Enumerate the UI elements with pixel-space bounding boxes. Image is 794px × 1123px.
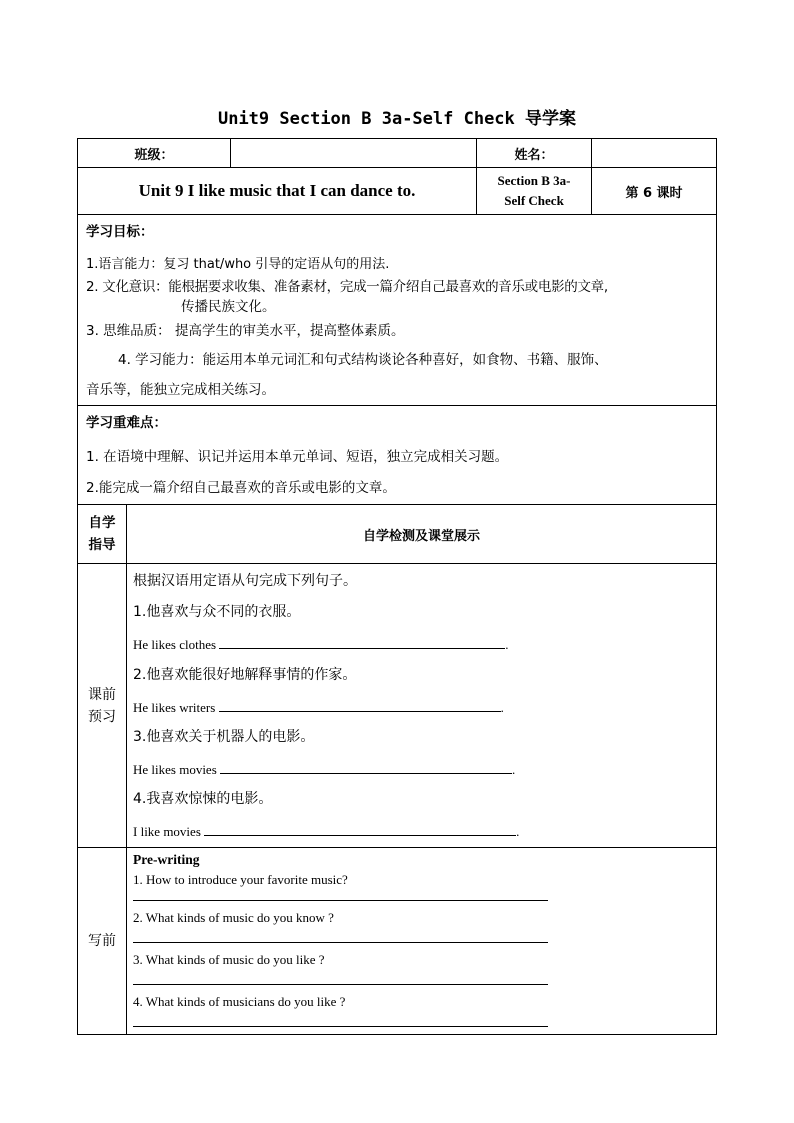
prewriting-question-1: 1. How to introduce your favorite music? <box>133 872 348 887</box>
self-study-side-label <box>78 505 127 564</box>
self-study-side-label-line1: 自学 <box>88 515 116 531</box>
answer-blank-2[interactable] <box>219 697 501 712</box>
document-title-english: Unit9 Section B 3a-Self Check <box>217 109 526 129</box>
prewriting-answer-line-1[interactable] <box>133 887 548 901</box>
end-mark: . <box>505 637 509 652</box>
name-field[interactable] <box>592 139 717 168</box>
prewriting-question-2: 2. What kinds of music do you know ? <box>133 910 334 925</box>
end-mark: . <box>512 762 516 777</box>
preview-side-label <box>78 564 127 848</box>
key-point-item-2: 2.能完成一篇介绍自己最喜欢的音乐或电影的文章。 <box>86 480 396 496</box>
unit-row <box>78 168 717 215</box>
preview-question-2: 2.他喜欢能很好地解释事情的作家。 <box>133 667 357 683</box>
lesson-label: 第 6 课时 <box>592 168 717 215</box>
preview-answer-3-prompt: He likes movies <box>133 762 221 777</box>
answer-blank-1[interactable] <box>219 634 505 649</box>
objective-item-4: 4. 学习能力：能运用本单元词汇和句式结构谈论各种喜好，如食物、书籍、服饰、 <box>118 352 608 368</box>
document-title-chinese: 导学案 <box>525 109 577 129</box>
objective-item-1: 1.语言能力：复习 that/who 引导的定语从句的用法. <box>86 257 390 272</box>
preview-answer-1-prompt: He likes clothes <box>133 637 220 652</box>
preview-question-1: 1.他喜欢与众不同的衣服。 <box>133 604 301 620</box>
section-label <box>477 168 592 215</box>
prewriting-row <box>78 848 717 1035</box>
objectives-heading: 学习目标： <box>86 224 154 240</box>
preview-side-label-line2: 预习 <box>88 708 116 725</box>
objectives-row <box>78 215 717 406</box>
section-text: Section B 3a-Self Check <box>497 173 571 208</box>
key-point-item-1: 1. 在语境中理解、识记并运用本单元单词、短语，独立完成相关习题。 <box>86 449 509 465</box>
preview-side-label-line1: 课前 <box>88 686 116 703</box>
prewriting-question-3: 3. What kinds of music do you like ? <box>133 952 325 967</box>
prewriting-side-label: 写前 <box>78 848 127 1035</box>
prewriting-question-4: 4. What kinds of musicians do you like ? <box>133 994 346 1009</box>
preview-question-3: 3.他喜欢关于机器人的电影。 <box>133 729 315 745</box>
study-guide-table <box>77 138 717 1035</box>
preview-answer-2-prompt: He likes writers <box>133 700 219 715</box>
class-field[interactable] <box>231 139 477 168</box>
end-mark: . <box>516 824 520 839</box>
class-label: 班级： <box>78 139 231 168</box>
end-mark: . <box>500 700 504 715</box>
objective-item-2: 2. 文化意识：能根据要求收集、准备素材，完成一篇介绍自己最喜欢的音乐或电影的文章, <box>86 279 608 295</box>
self-study-heading: 自学检测及课堂展示 <box>127 505 717 564</box>
objective-item-2-continued: 传播民族文化。 <box>181 299 276 315</box>
prewriting-answer-line-2[interactable] <box>133 929 548 943</box>
preview-answer-line-4 <box>133 817 710 847</box>
prewriting-answer-line-3[interactable] <box>133 971 548 985</box>
answer-blank-3[interactable] <box>220 759 512 774</box>
key-points-row <box>78 406 717 505</box>
objective-item-4-continued: 音乐等，能独立完成相关练习。 <box>86 382 275 398</box>
objective-item-3: 3. 思维品质： 提高学生的审美水平，提高整体素质。 <box>86 323 405 339</box>
preview-content <box>127 564 717 848</box>
prewriting-content <box>127 848 717 1035</box>
preview-instruction: 根据汉语用定语从句完成下列句子。 <box>133 573 357 589</box>
unit-title: Unit 9 I like music that I can dance to. <box>78 168 477 215</box>
document-title <box>0 104 794 129</box>
self-study-row <box>78 505 717 564</box>
answer-blank-4[interactable] <box>204 821 516 836</box>
preview-answer-line-1 <box>133 630 710 662</box>
key-points-heading: 学习重难点： <box>86 415 167 431</box>
preview-answer-4-prompt: I like movies <box>133 824 205 839</box>
prewriting-answer-line-4[interactable] <box>133 1013 548 1027</box>
preview-answer-line-3 <box>133 755 710 786</box>
name-label: 姓名： <box>477 139 592 168</box>
preview-row <box>78 564 717 848</box>
objectives-cell <box>78 215 717 406</box>
preview-answer-line-2 <box>133 693 710 724</box>
key-points-cell <box>78 406 717 505</box>
self-study-side-label-line2: 指导 <box>88 537 116 553</box>
prewriting-heading: Pre-writing <box>133 852 200 867</box>
class-name-row <box>78 139 717 168</box>
preview-question-4: 4.我喜欢惊悚的电影。 <box>133 791 273 807</box>
